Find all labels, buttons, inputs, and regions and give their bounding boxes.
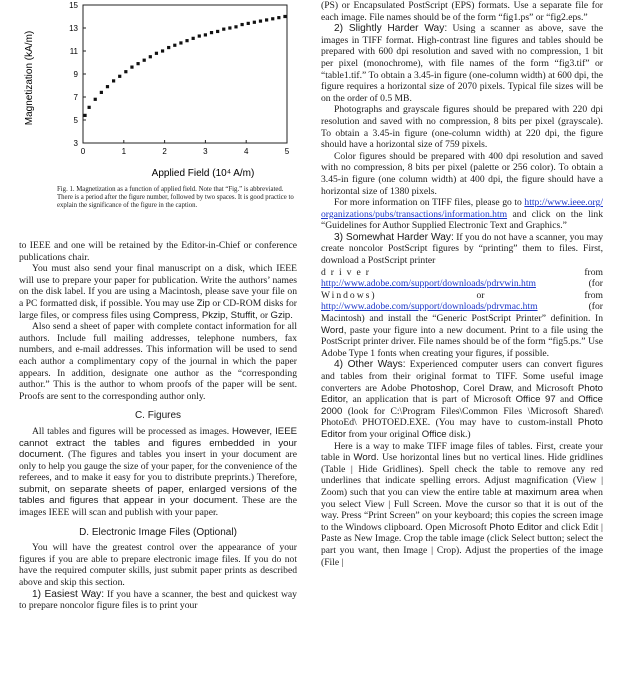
left-paragraph-figures: All tables and figures will be processed as images. However, IEEE cannot extract the tables and figures embedded in your document. (The figures and tables you insert in your document are only to help you gauge the size of your paper, for the convenience of the referees, and to make it easy for you to distribute preprints.) Therefore, submit, on separate sheets of paper, enlarged versions of the tables and figures that appear in your document. These are the images IEEE will scan and publish with your paper. xyxy=(19,425,298,519)
data-point xyxy=(112,79,115,82)
right-paragraph-postscript: 3) Somewhat Harder Way: If you do not have a scanner, you may create noncolor PostScript figures by “printing” them to files. First, download a PostScript printer xyxy=(321,231,603,267)
data-point xyxy=(241,23,244,26)
right-paragraph-1: (PS) or Encapsulated PostScript (EPS) formats. Use a separate file for each image. File names should be of the form “fig1.ps” or “fig2.eps.” xyxy=(321,0,603,23)
adobe-win-driver-link[interactable]: http://www.adobe.com/support/downloads/pdrvwin.htm xyxy=(321,278,536,290)
easiest-way-heading: 1) Easiest Way: xyxy=(32,588,105,600)
chart-axes xyxy=(69,1,290,156)
data-point xyxy=(94,98,97,101)
data-point xyxy=(271,17,274,20)
data-point xyxy=(179,41,182,44)
data-point xyxy=(124,70,127,73)
zip-label: Zip xyxy=(196,297,211,309)
data-point xyxy=(247,22,250,25)
data-point xyxy=(210,31,213,34)
left-paragraph-contact: Also send a sheet of paper with complete contact information for all authors. Include full mailing addresses, telephone numbers, fax numbers, and e-mail addresses. This information will be used to send each author a complimentary copy of the journal in which the paper appears. In addition, designate one author as the “corresponding author.” This is the author to whom proofs of the paper will be sent. Proofs are sent to the corresponding author only. xyxy=(19,321,297,402)
data-point xyxy=(192,37,195,40)
right-paragraph-harder: 2) Slightly Harder Way: Using a scanner as above, save the images in TIFF format. High-contrast line figures and tables should be prepared with 600 dpi resolution and saved with no compression, 1 bit per pixel (monochrome), with file names of the form “fig3.tif” or “table1.tif.” To obtain a 3.45-in figure (one-column width) at 600 dpi, the figure requires a horizontal size of 2070 pixels. Typical file sizes will be on the order of 0.5 MB. xyxy=(321,23,603,104)
data-point xyxy=(185,39,188,42)
left-paragraph-1: to IEEE and one will be retained by the Editor-in-Chief or conference publications chair. xyxy=(19,240,297,263)
right-paragraph-tiff-info: For more information on TIFF files, please go to http://www.ieee.org/organizations/pubs/transactions/information.htm and click on the link “Guidelines for Author Supplied Electronic Text and Graphics.” xyxy=(321,197,603,232)
x-tick-label: 5 xyxy=(284,147,290,156)
y-tick-label: 11 xyxy=(69,47,78,56)
data-point xyxy=(283,15,286,18)
y-tick-label: 13 xyxy=(69,24,78,33)
data-point xyxy=(228,26,231,29)
right-paragraph-postscript-cont: Macintosh) and install the “Generic PostScript Printer” definition. In Word, paste your figure into a new document. Print to a file using the PostScript printer driver. File names should be of the form “fig5.ps.” Use Adobe Type 1 fonts when creating your figures, if possible. xyxy=(321,313,603,359)
x-tick-label: 3 xyxy=(203,147,208,156)
right-paragraph-color: Color figures should be prepared with 400 dpi resolution and saved with no compression, 8 bits per pixel (palette or 256 color). To obtain a 3.45-in figure (one column width) at 400 dpi, the figure should have a horizontal size of 1380 pixels. xyxy=(321,150,603,197)
y-tick-label: 5 xyxy=(73,116,78,125)
data-point xyxy=(216,30,219,33)
windows-or-line: Windows) or from xyxy=(321,289,603,301)
data-point xyxy=(198,34,201,37)
data-point xyxy=(155,52,158,55)
data-point xyxy=(118,75,121,78)
somewhat-harder-heading: 3) Somewhat Harder Way: xyxy=(334,231,454,243)
left-column xyxy=(19,0,297,612)
right-paragraph-photos: Photographs and grayscale figures should be prepared with 220 dpi resolution and saved with no compression, 8 bits per pixel (grayscale). To obtain a 3.45-in figure (one-column width) at 220 dpi, the figure should have a horizontal size of 759 pixels. xyxy=(321,104,603,151)
data-point xyxy=(88,106,91,109)
x-tick-label: 1 xyxy=(121,147,127,156)
mac-link-line: http://www.adobe.com/support/downloads/pdrvmac.htm (for xyxy=(321,301,603,313)
x-tick-label: 2 xyxy=(162,147,167,156)
figure-1 xyxy=(19,0,297,240)
data-point xyxy=(161,49,164,52)
section-d-heading: D. Electronic Image Files (Optional) xyxy=(79,526,237,538)
right-column xyxy=(321,0,603,568)
chart-ylabel: Magnetization (kA/m) xyxy=(24,30,35,126)
other-ways-heading: 4) Other Ways: xyxy=(334,359,406,371)
data-point xyxy=(136,62,139,65)
data-point xyxy=(173,44,176,47)
data-point xyxy=(259,20,262,23)
data-point xyxy=(222,28,225,31)
y-tick-label: 7 xyxy=(73,93,78,102)
data-point xyxy=(167,46,170,49)
left-paragraph-easiest: 1) Easiest Way: If you have a scanner, the best and quickest way to prepare noncolor figure files is to print your xyxy=(19,588,297,612)
compress-tools: Compress, Pkzip, Stuffit, xyxy=(152,309,258,321)
data-point xyxy=(253,21,256,24)
x-tick-label: 0 xyxy=(80,147,86,156)
data-point xyxy=(204,33,207,36)
y-tick-label: 15 xyxy=(69,1,78,10)
data-point xyxy=(149,55,152,58)
data-point xyxy=(130,66,133,69)
magnetization-chart xyxy=(19,0,297,186)
right-paragraph-tables: Here is a way to make TIFF image files of tables. First, create your table in Word. Use horizontal lines but no vertical lines. Hide gridlines (Table | Hide Gridlines). Spell check the table to remove any red underlines that indicate spelling errors. Adjust magnification (View | Zoom) such that you can view the entire table at maximum area when you select View | Full Screen. Move the cursor so that it is out of the way. Press “Print Screen” on your keyboard; this copies the screen image to the Windows clipboard. Open Microsoft Photo Editor and click Edit | Paste as New Image. Crop the table image (click Select button; select the part you want, then Image | Crop). Adjust the properties of the image (File | xyxy=(321,440,603,568)
y-tick-label: 3 xyxy=(73,139,78,148)
data-point xyxy=(234,25,237,28)
adobe-mac-driver-link[interactable]: http://www.adobe.com/support/downloads/pdrvmac.htm xyxy=(321,301,538,313)
figure-caption: Fig. 1. Magnetization as a function of applied field. Note that “Fig.” is abbreviated. There is a period after the figure number, followed by two spaces. It is good practice to explain the significance of the figure in the caption. xyxy=(57,186,294,210)
x-tick-label: 4 xyxy=(243,147,249,156)
plot-frame xyxy=(83,5,287,143)
windows-link-line: http://www.adobe.com/support/downloads/pdrvwin.htm (for xyxy=(321,278,603,290)
slightly-harder-heading: 2) Slightly Harder Way: xyxy=(334,23,448,35)
y-tick-label: 9 xyxy=(73,70,78,79)
data-point xyxy=(265,18,268,21)
section-c-heading: C. Figures xyxy=(134,410,182,422)
data-point xyxy=(100,91,103,94)
left-paragraph-disk: You must also send your final manuscript on a disk, which IEEE will use to prepare your paper for publication. Write the authors’ names on the disk label. If you are using a Macintosh, please save your file on a PC formatted disk, if possible. You may use Zip or CD-ROM disks for large files, or compress files using Compress, Pkzip, Stuffit, or Gzip. xyxy=(19,263,297,321)
data-point xyxy=(106,85,109,88)
data-point xyxy=(83,114,86,117)
right-paragraph-other-ways: 4) Other Ways: Experienced computer users can convert figures and tables from their original format to TIFF. Some useful image converters are Adobe Photoshop, Corel Draw, and Microsoft Photo Editor, an application that is part of Microsoft Office 97 and Office 2000 (look for C:\Program Files\Common Files \Microsoft Shared\ PhotoEd\ PHOTOED.EXE. (You may have to custom-install Photo Editor from your original Office disk.) xyxy=(321,359,603,440)
data-point xyxy=(277,16,280,19)
gzip-label: Gzip. xyxy=(270,309,293,321)
left-paragraph-electronic: You will have the greatest control over the appearance of your figures if you are able to prepare electronic image files. If you do not have the required computer skills, just submit paper prints as described above and skip this section. xyxy=(19,542,297,589)
chart-xlabel: Applied Field (10⁴ A/m) xyxy=(151,168,255,179)
ieee-guidelines-link[interactable]: http://www.ieee.org/organizations/pubs/transactions/information.htm xyxy=(321,197,603,220)
driver-line: driver from xyxy=(321,266,603,278)
data-point xyxy=(143,59,146,62)
chart-points xyxy=(83,15,286,117)
